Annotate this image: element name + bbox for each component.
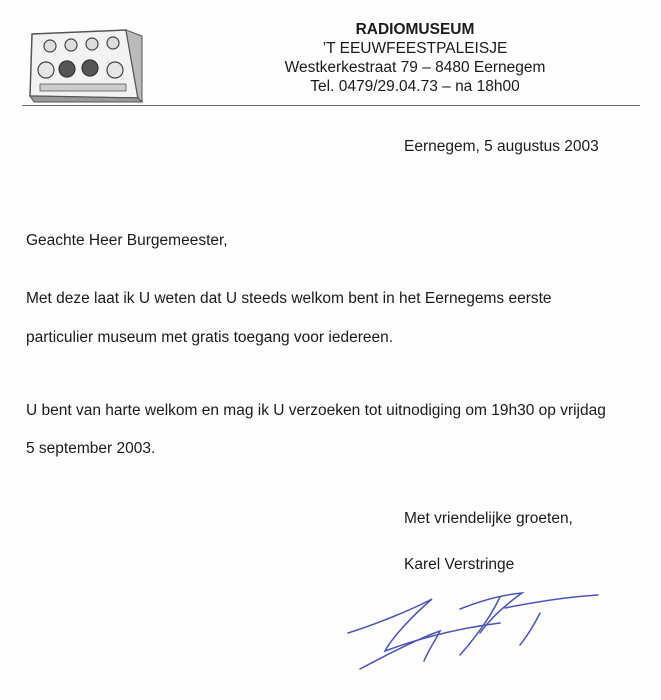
letter-closing: Met vriendelijke groeten, xyxy=(404,510,573,527)
signer-name: Karel Verstringe xyxy=(404,556,515,573)
body-line-1: Met deze laat ik U weten dat U steeds welkom bent in het Eernegems eerste xyxy=(26,290,552,307)
letterhead-address: Westkerkestraat 79 – 8480 Eernegem xyxy=(284,59,546,76)
body-line-3: U bent van harte welkom en mag ik U verzoeken tot uitnodiging om 19h30 op vrijdag xyxy=(26,402,606,419)
letter-salutation: Geachte Heer Burgemeester, xyxy=(26,232,228,249)
letterhead-subtitle: ’T EEUWFEESTPALEISJE xyxy=(322,40,508,57)
letter-date: Eernegem, 5 augustus 2003 xyxy=(404,138,599,155)
handwritten-signature xyxy=(340,583,610,683)
letterhead-phone: Tel. 0479/29.04.73 – na 18h00 xyxy=(310,78,520,95)
letterhead-name: RADIOMUSEUM xyxy=(355,21,475,38)
header-divider xyxy=(22,105,640,106)
letterhead xyxy=(250,20,580,96)
body-line-4: 5 september 2003. xyxy=(26,440,156,457)
body-line-2: particulier museum met gratis toegang voor iedereen. xyxy=(26,329,394,346)
vintage-radio-icon xyxy=(26,26,144,106)
